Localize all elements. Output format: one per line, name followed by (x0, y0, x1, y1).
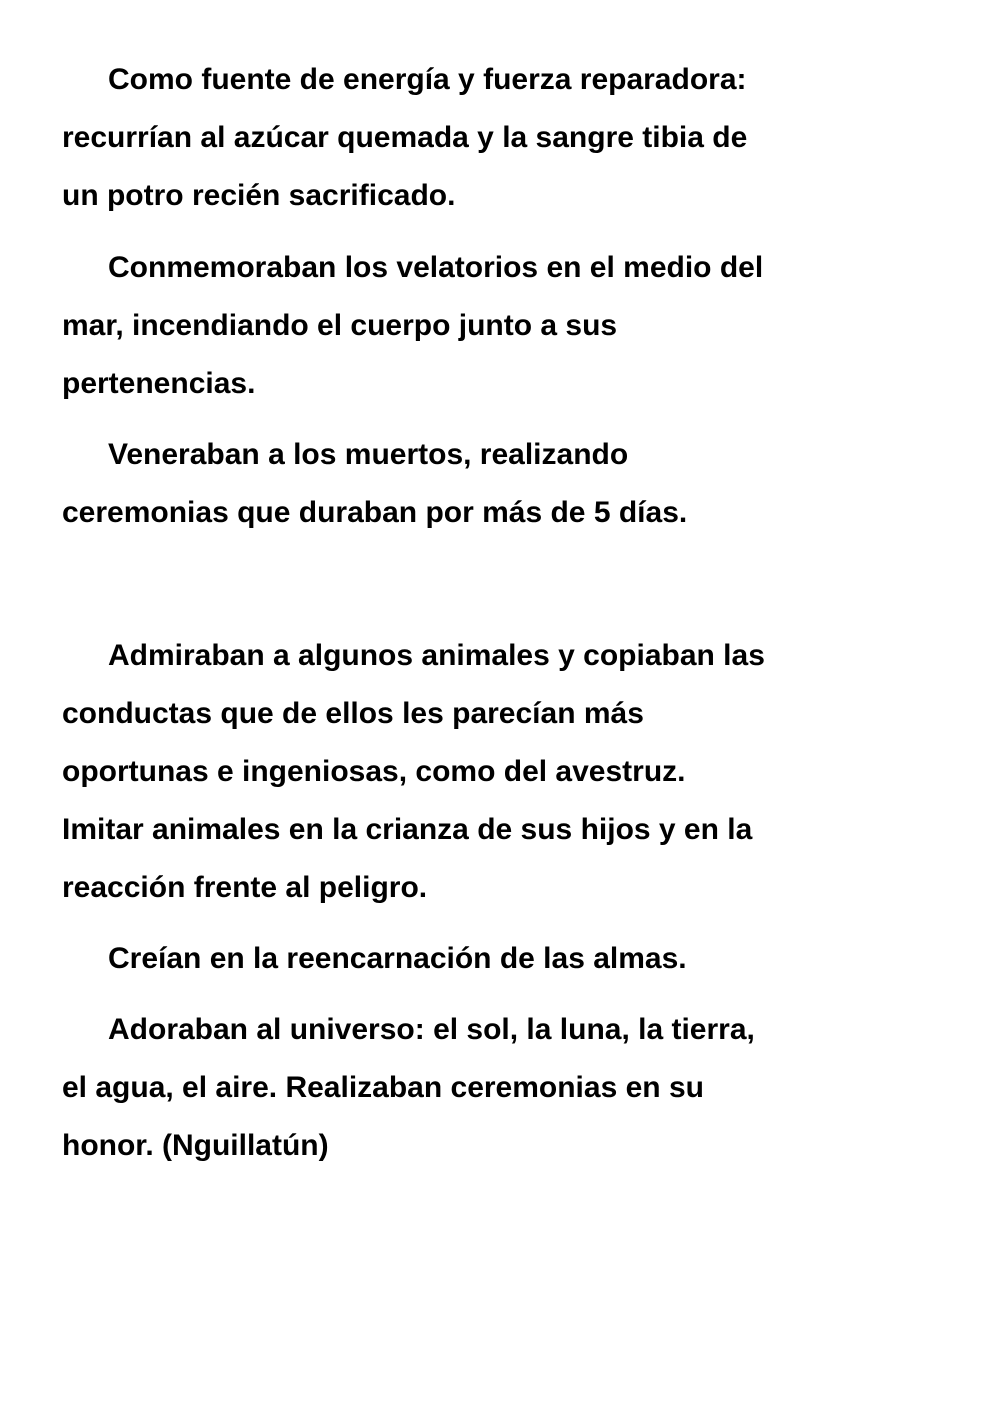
paragraph-1-line-1: Como fuente de energía y fuerza reparadora: (108, 63, 747, 96)
paragraph-1-line-3: un potro recién sacrificado. (62, 179, 456, 212)
paragraph-4-line-2: conductas que de ellos les parecían más (62, 697, 644, 730)
paragraph-4-line-1: Admiraban a algunos animales y copiaban las (108, 639, 765, 672)
paragraph-2-line-1: Conmemoraban los velatorios en el medio del (108, 251, 764, 284)
paragraph-1-line-2: recurrían al azúcar quemada y la sangre tibia de (62, 121, 748, 154)
paragraph-6-line-1: Adoraban al universo: el sol, la luna, la tierra, (108, 1013, 755, 1046)
paragraph-6-line-3: honor. (Nguillatún) (62, 1129, 329, 1162)
paragraph-5-line-1: Creían en la reencarnación de las almas. (108, 942, 687, 975)
paragraph-4-line-5: reacción frente al peligro. (62, 871, 428, 904)
paragraph-4-line-4: Imitar animales en la crianza de sus hijos y en la (62, 813, 753, 846)
paragraph-3-line-2: ceremonias que duraban por más de 5 días. (62, 496, 688, 529)
paragraph-3-line-1: Veneraban a los muertos, realizando (108, 438, 629, 471)
paragraph-4-line-3: oportunas e ingeniosas, como del avestruz. (62, 755, 686, 788)
paragraph-6-line-2: el agua, el aire. Realizaban ceremonias en su (62, 1071, 704, 1104)
paragraph-2-line-2: mar, incendiando el cuerpo junto a sus (62, 309, 618, 342)
paragraph-2-line-3: pertenencias. (62, 367, 256, 400)
